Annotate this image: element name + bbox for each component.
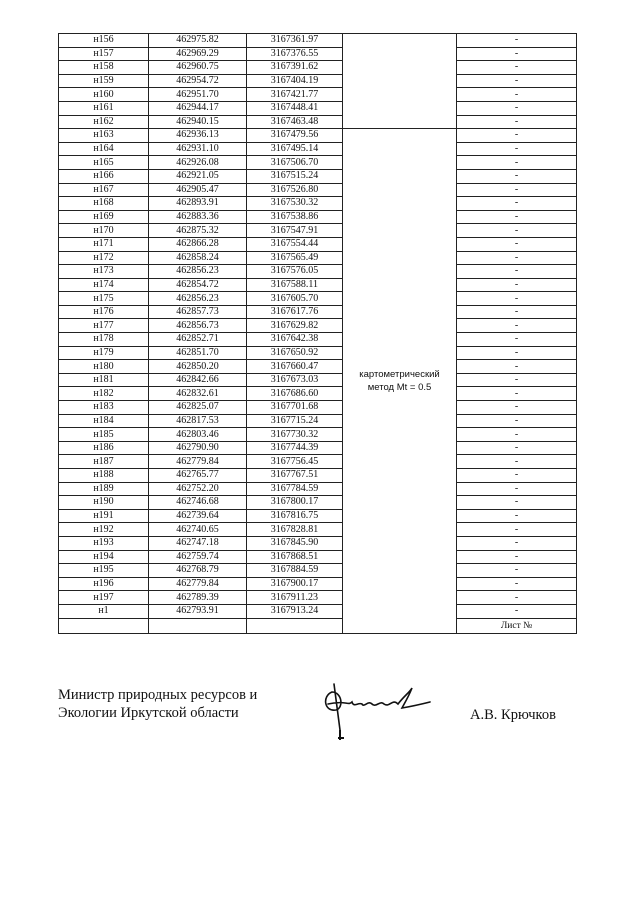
error-cell: - xyxy=(457,455,577,469)
handwritten-signature xyxy=(318,678,438,748)
x-coordinate-cell: 462866.28 xyxy=(149,237,247,251)
x-coordinate-cell: 462779.84 xyxy=(149,577,247,591)
y-coordinate-cell: 3167868.51 xyxy=(247,550,343,564)
point-cell: н174 xyxy=(59,278,149,292)
y-coordinate-cell: 3167744.39 xyxy=(247,441,343,455)
y-coordinate-cell: 3167421.77 xyxy=(247,88,343,102)
point-cell: н167 xyxy=(59,183,149,197)
error-cell: - xyxy=(457,156,577,170)
table-row xyxy=(59,496,577,510)
error-cell: - xyxy=(457,142,577,156)
x-coordinate-cell: 462940.15 xyxy=(149,115,247,129)
point-cell: н193 xyxy=(59,536,149,550)
error-cell: - xyxy=(457,509,577,523)
x-coordinate-cell: 462954.72 xyxy=(149,74,247,88)
x-coordinate-cell: 462825.07 xyxy=(149,401,247,415)
table-footer-row xyxy=(59,618,577,633)
point-cell: н1 xyxy=(59,604,149,618)
y-coordinate-cell: 3167767.51 xyxy=(247,469,343,483)
y-coordinate-cell: 3167730.32 xyxy=(247,428,343,442)
table-row xyxy=(59,101,577,115)
point-cell: н197 xyxy=(59,591,149,605)
y-coordinate-cell: 3167479.56 xyxy=(247,129,343,143)
point-cell: н184 xyxy=(59,414,149,428)
y-coordinate-cell: 3167361.97 xyxy=(247,34,343,48)
point-cell: н165 xyxy=(59,156,149,170)
point-cell: н159 xyxy=(59,74,149,88)
point-cell: н181 xyxy=(59,373,149,387)
x-coordinate-cell: 462765.77 xyxy=(149,469,247,483)
y-coordinate-cell: 3167404.19 xyxy=(247,74,343,88)
x-coordinate-cell: 462857.73 xyxy=(149,305,247,319)
error-cell: - xyxy=(457,210,577,224)
error-cell: - xyxy=(457,292,577,306)
y-coordinate-cell: 3167605.70 xyxy=(247,292,343,306)
x-coordinate-cell: 462921.05 xyxy=(149,169,247,183)
table-row xyxy=(59,387,577,401)
empty-cell xyxy=(149,618,247,633)
y-coordinate-cell: 3167800.17 xyxy=(247,496,343,510)
coordinates-table-body xyxy=(59,34,577,634)
table-row xyxy=(59,61,577,75)
point-cell: н192 xyxy=(59,523,149,537)
table-row xyxy=(59,183,577,197)
y-coordinate-cell: 3167686.60 xyxy=(247,387,343,401)
y-coordinate-cell: 3167554.44 xyxy=(247,237,343,251)
table-row xyxy=(59,469,577,483)
table-row xyxy=(59,346,577,360)
x-coordinate-cell: 462746.68 xyxy=(149,496,247,510)
x-coordinate-cell: 462852.71 xyxy=(149,333,247,347)
x-coordinate-cell: 462854.72 xyxy=(149,278,247,292)
error-cell: - xyxy=(457,496,577,510)
y-coordinate-cell: 3167448.41 xyxy=(247,101,343,115)
x-coordinate-cell: 462747.18 xyxy=(149,536,247,550)
y-coordinate-cell: 3167376.55 xyxy=(247,47,343,61)
method-line-2: метод Mt = 0.5 xyxy=(367,381,432,393)
coordinates-table xyxy=(58,33,577,634)
x-coordinate-cell: 462951.70 xyxy=(149,88,247,102)
y-coordinate-cell: 3167629.82 xyxy=(247,319,343,333)
y-coordinate-cell: 3167506.70 xyxy=(247,156,343,170)
point-cell: н180 xyxy=(59,360,149,374)
error-cell: - xyxy=(457,251,577,265)
table-row xyxy=(59,414,577,428)
error-cell: - xyxy=(457,224,577,238)
sheet-number-label: Лист № xyxy=(457,618,577,633)
table-row xyxy=(59,74,577,88)
error-cell: - xyxy=(457,265,577,279)
y-coordinate-cell: 3167617.76 xyxy=(247,305,343,319)
point-cell: н161 xyxy=(59,101,149,115)
x-coordinate-cell: 462960.75 xyxy=(149,61,247,75)
error-cell: - xyxy=(457,237,577,251)
point-cell: н176 xyxy=(59,305,149,319)
point-cell: н179 xyxy=(59,346,149,360)
error-cell: - xyxy=(457,61,577,75)
y-coordinate-cell: 3167565.49 xyxy=(247,251,343,265)
error-cell: - xyxy=(457,401,577,415)
table-row xyxy=(59,142,577,156)
table-row xyxy=(59,129,577,143)
y-coordinate-cell: 3167756.45 xyxy=(247,455,343,469)
table-row xyxy=(59,278,577,292)
table-row xyxy=(59,88,577,102)
x-coordinate-cell: 462936.13 xyxy=(149,129,247,143)
error-cell: - xyxy=(457,197,577,211)
x-coordinate-cell: 462752.20 xyxy=(149,482,247,496)
table-row xyxy=(59,550,577,564)
error-cell: - xyxy=(457,333,577,347)
y-coordinate-cell: 3167913.24 xyxy=(247,604,343,618)
y-coordinate-cell: 3167650.92 xyxy=(247,346,343,360)
table-row xyxy=(59,523,577,537)
point-cell: н188 xyxy=(59,469,149,483)
x-coordinate-cell: 462969.29 xyxy=(149,47,247,61)
x-coordinate-cell: 462803.46 xyxy=(149,428,247,442)
x-coordinate-cell: 462759.74 xyxy=(149,550,247,564)
error-cell: - xyxy=(457,441,577,455)
y-coordinate-cell: 3167530.32 xyxy=(247,197,343,211)
y-coordinate-cell: 3167673.03 xyxy=(247,373,343,387)
y-coordinate-cell: 3167828.81 xyxy=(247,523,343,537)
table-row xyxy=(59,333,577,347)
y-coordinate-cell: 3167547.91 xyxy=(247,224,343,238)
error-cell: - xyxy=(457,482,577,496)
point-cell: н182 xyxy=(59,387,149,401)
table-row xyxy=(59,156,577,170)
y-coordinate-cell: 3167391.62 xyxy=(247,61,343,75)
y-coordinate-cell: 3167495.14 xyxy=(247,142,343,156)
point-cell: н169 xyxy=(59,210,149,224)
error-cell: - xyxy=(457,604,577,618)
y-coordinate-cell: 3167538.86 xyxy=(247,210,343,224)
point-cell: н172 xyxy=(59,251,149,265)
x-coordinate-cell: 462768.79 xyxy=(149,564,247,578)
error-cell: - xyxy=(457,278,577,292)
point-cell: н194 xyxy=(59,550,149,564)
method-cell xyxy=(343,129,457,633)
empty-cell xyxy=(247,618,343,633)
y-coordinate-cell: 3167911.23 xyxy=(247,591,343,605)
x-coordinate-cell: 462740.65 xyxy=(149,523,247,537)
y-coordinate-cell: 3167715.24 xyxy=(247,414,343,428)
table-row xyxy=(59,591,577,605)
x-coordinate-cell: 462893.91 xyxy=(149,197,247,211)
point-cell: н168 xyxy=(59,197,149,211)
y-coordinate-cell: 3167816.75 xyxy=(247,509,343,523)
table-row xyxy=(59,482,577,496)
point-cell: н191 xyxy=(59,509,149,523)
point-cell: н177 xyxy=(59,319,149,333)
table-row xyxy=(59,604,577,618)
x-coordinate-cell: 462790.90 xyxy=(149,441,247,455)
table-row xyxy=(59,564,577,578)
error-cell: - xyxy=(457,373,577,387)
error-cell: - xyxy=(457,387,577,401)
x-coordinate-cell: 462789.39 xyxy=(149,591,247,605)
y-coordinate-cell: 3167784.59 xyxy=(247,482,343,496)
table-row xyxy=(59,265,577,279)
y-coordinate-cell: 3167701.68 xyxy=(247,401,343,415)
y-coordinate-cell: 3167900.17 xyxy=(247,577,343,591)
x-coordinate-cell: 462883.36 xyxy=(149,210,247,224)
table-row xyxy=(59,47,577,61)
position-line-2: Экологии Иркутской области xyxy=(58,705,239,721)
error-cell: - xyxy=(457,183,577,197)
error-cell: - xyxy=(457,129,577,143)
signatory-name: А.В. Крючков xyxy=(470,707,556,723)
table-row xyxy=(59,577,577,591)
error-cell: - xyxy=(457,101,577,115)
error-cell: - xyxy=(457,564,577,578)
error-cell: - xyxy=(457,169,577,183)
x-coordinate-cell: 462856.73 xyxy=(149,319,247,333)
x-coordinate-cell: 462931.10 xyxy=(149,142,247,156)
table-row xyxy=(59,319,577,333)
table-row xyxy=(59,224,577,238)
error-cell: - xyxy=(457,591,577,605)
y-coordinate-cell: 3167845.90 xyxy=(247,536,343,550)
error-cell: - xyxy=(457,305,577,319)
y-coordinate-cell: 3167642.38 xyxy=(247,333,343,347)
x-coordinate-cell: 462975.82 xyxy=(149,34,247,48)
error-cell: - xyxy=(457,47,577,61)
table-row xyxy=(59,373,577,387)
table-row xyxy=(59,509,577,523)
point-cell: н163 xyxy=(59,129,149,143)
y-coordinate-cell: 3167588.11 xyxy=(247,278,343,292)
point-cell: н171 xyxy=(59,237,149,251)
table-row xyxy=(59,455,577,469)
table-row xyxy=(59,115,577,129)
position-line-1: Министр природных ресурсов и xyxy=(58,687,258,703)
point-cell: н187 xyxy=(59,455,149,469)
x-coordinate-cell: 462944.17 xyxy=(149,101,247,115)
table-row xyxy=(59,237,577,251)
error-cell: - xyxy=(457,360,577,374)
table-row xyxy=(59,292,577,306)
error-cell: - xyxy=(457,34,577,48)
point-cell: н162 xyxy=(59,115,149,129)
x-coordinate-cell: 462739.64 xyxy=(149,509,247,523)
table-row xyxy=(59,305,577,319)
point-cell: н160 xyxy=(59,88,149,102)
error-cell: - xyxy=(457,550,577,564)
error-cell: - xyxy=(457,74,577,88)
point-cell: н185 xyxy=(59,428,149,442)
error-cell: - xyxy=(457,346,577,360)
error-cell: - xyxy=(457,414,577,428)
table-row xyxy=(59,197,577,211)
table-row xyxy=(59,360,577,374)
error-cell: - xyxy=(457,469,577,483)
point-cell: н170 xyxy=(59,224,149,238)
table-row xyxy=(59,34,577,48)
point-cell: н189 xyxy=(59,482,149,496)
method-line-1: картометрический xyxy=(359,368,440,380)
x-coordinate-cell: 462875.32 xyxy=(149,224,247,238)
x-coordinate-cell: 462832.61 xyxy=(149,387,247,401)
table-row xyxy=(59,441,577,455)
point-cell: н164 xyxy=(59,142,149,156)
x-coordinate-cell: 462856.23 xyxy=(149,292,247,306)
table-row xyxy=(59,169,577,183)
point-cell: н196 xyxy=(59,577,149,591)
method-cell-empty xyxy=(343,34,457,129)
error-cell: - xyxy=(457,577,577,591)
x-coordinate-cell: 462926.08 xyxy=(149,156,247,170)
table-row xyxy=(59,428,577,442)
x-coordinate-cell: 462858.24 xyxy=(149,251,247,265)
y-coordinate-cell: 3167463.48 xyxy=(247,115,343,129)
error-cell: - xyxy=(457,319,577,333)
table-row xyxy=(59,210,577,224)
point-cell: н157 xyxy=(59,47,149,61)
point-cell: н175 xyxy=(59,292,149,306)
table-row xyxy=(59,536,577,550)
error-cell: - xyxy=(457,88,577,102)
x-coordinate-cell: 462851.70 xyxy=(149,346,247,360)
empty-cell xyxy=(59,618,149,633)
x-coordinate-cell: 462817.53 xyxy=(149,414,247,428)
table-row xyxy=(59,251,577,265)
point-cell: н158 xyxy=(59,61,149,75)
x-coordinate-cell: 462850.20 xyxy=(149,360,247,374)
y-coordinate-cell: 3167884.59 xyxy=(247,564,343,578)
error-cell: - xyxy=(457,115,577,129)
point-cell: н156 xyxy=(59,34,149,48)
point-cell: н190 xyxy=(59,496,149,510)
signatory-position xyxy=(58,686,257,722)
error-cell: - xyxy=(457,523,577,537)
x-coordinate-cell: 462856.23 xyxy=(149,265,247,279)
point-cell: н195 xyxy=(59,564,149,578)
x-coordinate-cell: 462842.66 xyxy=(149,373,247,387)
error-cell: - xyxy=(457,428,577,442)
point-cell: н173 xyxy=(59,265,149,279)
table-row xyxy=(59,401,577,415)
y-coordinate-cell: 3167526.80 xyxy=(247,183,343,197)
point-cell: н178 xyxy=(59,333,149,347)
error-cell: - xyxy=(457,536,577,550)
x-coordinate-cell: 462793.91 xyxy=(149,604,247,618)
y-coordinate-cell: 3167576.05 xyxy=(247,265,343,279)
x-coordinate-cell: 462779.84 xyxy=(149,455,247,469)
point-cell: н166 xyxy=(59,169,149,183)
y-coordinate-cell: 3167515.24 xyxy=(247,169,343,183)
x-coordinate-cell: 462905.47 xyxy=(149,183,247,197)
y-coordinate-cell: 3167660.47 xyxy=(247,360,343,374)
point-cell: н186 xyxy=(59,441,149,455)
point-cell: н183 xyxy=(59,401,149,415)
